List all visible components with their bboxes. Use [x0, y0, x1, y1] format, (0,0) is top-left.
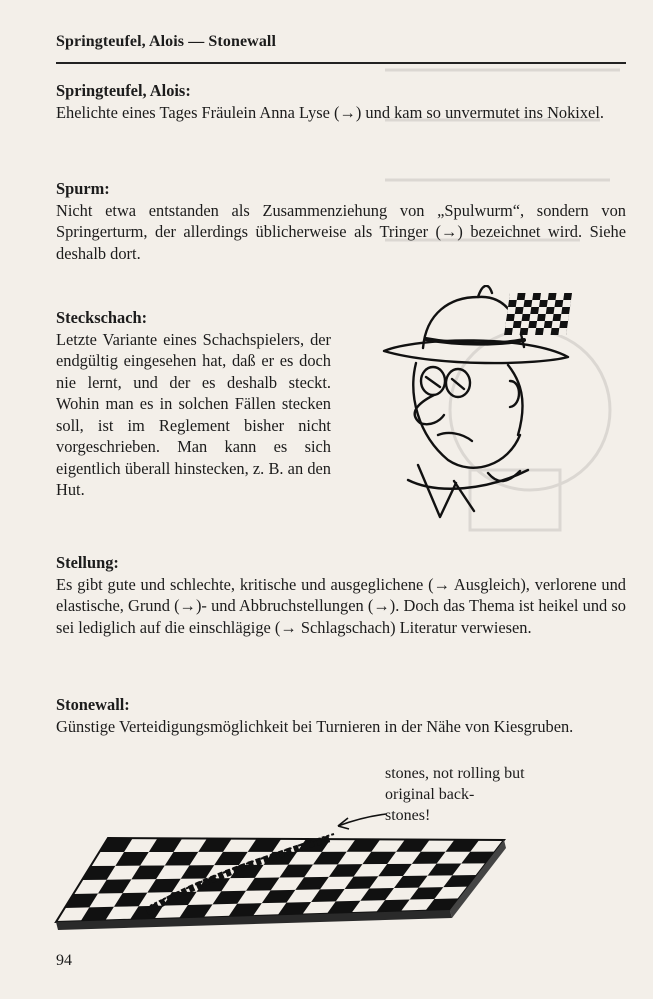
entry-term: Spurm: — [56, 179, 110, 198]
hat-chessboard — [504, 293, 572, 335]
entry-term: Stonewall: — [56, 695, 130, 714]
entry-term: Steckschach: — [56, 308, 148, 327]
entry-springteufel — [56, 80, 626, 123]
entry-text: Ehelichte eines Tages Fräulein Anna Lyse (→) und kam so unvermutet ins Nokixel. — [56, 102, 604, 122]
entry-spurm — [56, 178, 626, 264]
running-head: Springteufel, Alois — Stonewall — [56, 33, 277, 50]
entry-term: Stellung: — [56, 553, 119, 572]
entry-text: Letzte Variante eines Schachspielers, der endgültig eingesehen hat, daß er es doch nie lernt, und der es deshalb steckt. Wohin man es in solchen Fällen stecken soll, ist im Reglement bisher nicht vorgeschrieben. Man kann es sich eigentlich überall hinstecken, z. B. an den Hut. — [56, 329, 331, 499]
entry-stonewall — [56, 694, 626, 737]
entry-text: Nicht etwa entstanden als Zusammenziehung von „Spulwurm“, sondern von Springerturm, der allerdings üblicherweise als Tringer (→) bezeichnet wird. Siehe deshalb dort. — [56, 200, 626, 263]
caption-line: stones, not rolling but — [385, 765, 525, 782]
entry-text: Es gibt gute und schlechte, kritische und ausgeglichene (→ Ausgleich), verlorene und elastische, Grund (→)- und Abbruchstellungen (→). Doch das Thema ist heikel und so sei lediglich auf die einschlägige (→ Schlagschach) Literatur verwiesen. — [56, 574, 626, 637]
illustration-caption — [385, 763, 585, 826]
entry-text: Günstige Verteidigungsmöglichkeit bei Turnieren in der Nähe von Kiesgruben. — [56, 716, 574, 736]
entry-steckschach — [56, 307, 331, 501]
page-number: 94 — [56, 952, 72, 969]
stonewall-chessboard-illustration — [52, 826, 512, 938]
header-rule — [56, 62, 626, 64]
man-with-hat-illustration — [378, 285, 593, 520]
entry-term: Springteufel, Alois: — [56, 81, 191, 100]
entry-stellung — [56, 552, 626, 638]
caption-line: original back- — [385, 786, 475, 803]
caption-line: stones! — [385, 807, 431, 824]
